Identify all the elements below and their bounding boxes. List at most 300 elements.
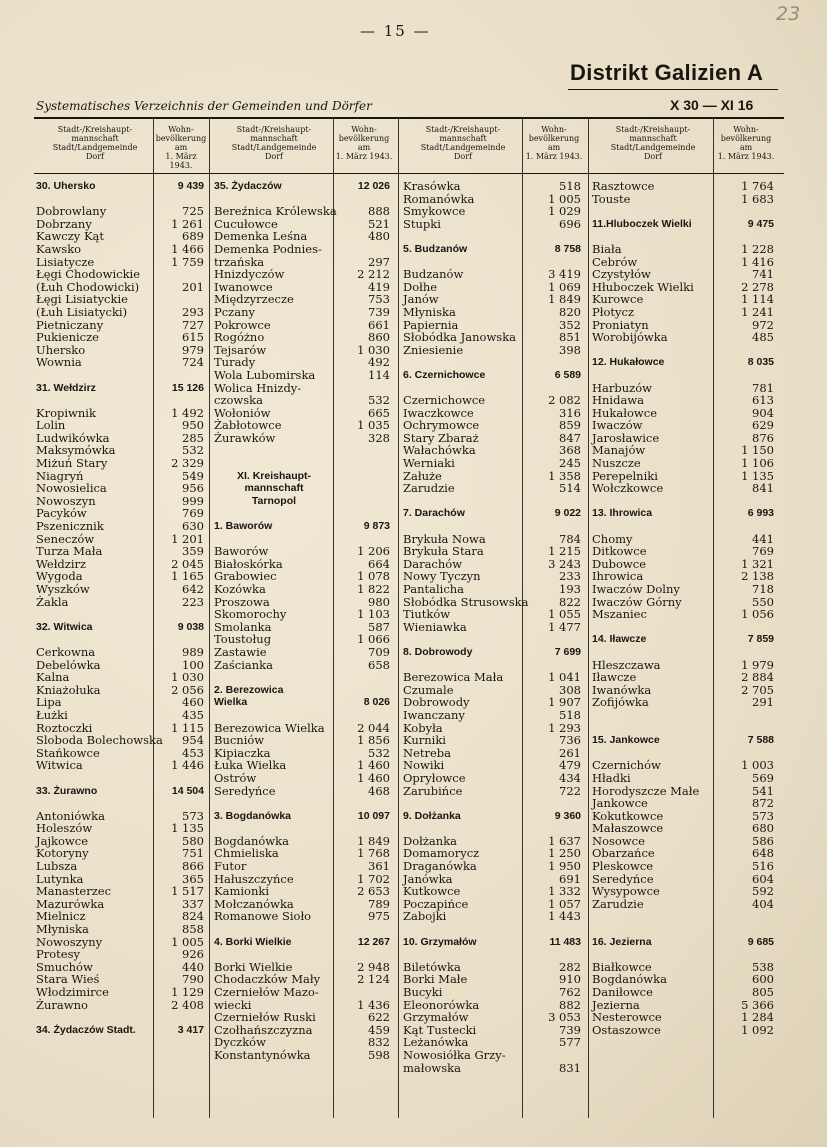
population-value: 468: [368, 783, 390, 798]
population-value: 1 907: [548, 695, 581, 710]
spacer: [403, 948, 581, 961]
place-name: Kalna: [36, 670, 70, 685]
population-value: 2 056: [171, 682, 204, 697]
spacer: [36, 369, 204, 382]
place-name: Turady: [214, 355, 256, 370]
place-name: Toustoług: [214, 632, 272, 647]
place-name: Czerniełów Mazo-: [214, 985, 319, 999]
population-value: 872: [752, 796, 774, 811]
population-value: 514: [559, 481, 581, 496]
table-row: [36, 885, 204, 898]
population-value: 10 097: [357, 809, 390, 822]
population-value: 2 278: [741, 279, 774, 294]
district-subtotal-row: [214, 936, 390, 949]
population-value: 480: [368, 229, 390, 244]
table-row: [403, 482, 581, 495]
spacer: [36, 1011, 204, 1024]
place-name: Czernichowce: [403, 393, 486, 408]
population-value: 980: [368, 594, 390, 609]
population-value: 1 477: [548, 619, 581, 634]
table-row: [592, 306, 774, 319]
population-value: 1 114: [741, 292, 774, 307]
place-name: Niagryń: [36, 468, 84, 483]
table-row: [214, 419, 390, 432]
spacer: [592, 205, 774, 218]
table-row: [592, 243, 774, 256]
column-header-place: Stadt-/Kreishaupt- mannschaft Stadt/Landgemeinde Dorf: [231, 125, 317, 161]
population-value: 365: [182, 871, 204, 886]
population-value: 7 859: [747, 633, 774, 646]
table-row: [592, 822, 774, 835]
population-value: 859: [559, 418, 581, 433]
place-name: Włodzimirce: [36, 985, 109, 999]
population-value: 658: [368, 657, 390, 672]
place-name: Nowosiółka Grzy-: [403, 1047, 506, 1062]
place-name: Czołhańszczyzna: [214, 1022, 313, 1037]
population-value: 2 082: [548, 393, 581, 408]
spacer: [592, 709, 774, 722]
place-name: Janówka: [403, 871, 453, 886]
place-name: Lutynka: [36, 871, 84, 886]
population-value: 1 849: [548, 292, 581, 307]
population-value: 245: [559, 456, 581, 471]
place-name: Lolin: [36, 418, 66, 433]
place-name: Pczany: [214, 304, 255, 319]
place-name: Iwaczów: [592, 418, 643, 433]
place-name: Netreba: [403, 745, 452, 760]
place-name: Żakla: [36, 594, 69, 609]
table-row: [214, 583, 390, 596]
population-value: 359: [182, 544, 204, 559]
place-name: Baworów: [214, 544, 269, 559]
population-value: 956: [182, 481, 204, 496]
place-name: Ochrymowce: [403, 418, 480, 433]
population-value: 876: [752, 430, 774, 445]
district-subtotal-row: [592, 507, 774, 520]
population-value: 989: [182, 644, 204, 659]
place-name: Zniesienie: [403, 342, 464, 357]
place-name: Bogdanówka: [592, 972, 667, 987]
population-value: 9 873: [363, 520, 390, 533]
population-value: 398: [559, 342, 581, 357]
population-value: 1 950: [548, 859, 581, 874]
table-row: [403, 860, 581, 873]
place-name: Nowiki: [403, 758, 445, 773]
place-name: Nowosielica: [36, 481, 107, 496]
table-row: [214, 885, 390, 898]
place-name: Zarudzie: [592, 896, 644, 911]
population-value: 769: [182, 506, 204, 521]
place-name: Ostaszowce: [592, 1022, 661, 1037]
place-name: Smuchów: [36, 959, 93, 974]
place-name: Seredyńce: [592, 871, 654, 886]
place-name: Iwanczany: [403, 707, 465, 722]
population-value: 1 764: [741, 179, 774, 193]
place-name: czowska: [214, 393, 263, 408]
table-row: [592, 986, 774, 999]
place-name: Hnidawa: [592, 393, 645, 408]
place-name: Grabowiec: [214, 569, 277, 584]
place-name: Futor: [214, 859, 247, 874]
spacer: [214, 797, 390, 810]
place-name: Zarudzie: [403, 481, 455, 496]
table-column: [214, 180, 390, 1062]
table-row: [214, 659, 390, 672]
place-name: Brykuła Stara: [403, 544, 484, 559]
place-name: Czystyłów: [592, 267, 651, 282]
top-rule: [34, 117, 784, 119]
population-value: 434: [559, 770, 581, 785]
place-name: Kozówka: [214, 582, 266, 596]
table-row: [592, 583, 774, 596]
place-name: Pacyków: [36, 506, 87, 521]
population-value: 592: [752, 884, 774, 899]
population-value: 201: [182, 279, 204, 294]
table-row: [403, 419, 581, 432]
spacer: [214, 948, 390, 961]
table-row: [36, 860, 204, 873]
table-row: [214, 1049, 390, 1062]
population-value: 860: [368, 330, 390, 345]
place-name: Ostrów: [214, 770, 257, 785]
table-row: [592, 772, 774, 785]
spacer: [592, 520, 774, 533]
place-name: Demenka Leśna: [214, 229, 308, 244]
place-name: Lubsza: [36, 859, 78, 874]
population-value: 858: [182, 922, 204, 937]
population-value: 904: [752, 405, 774, 420]
population-value: 1 215: [548, 544, 581, 559]
place-name: Wola Lubomirska: [214, 367, 316, 382]
place-name: Wyszków: [36, 582, 90, 596]
place-name: Kurniki: [403, 733, 446, 748]
place-name: Iwaczów Górny: [592, 594, 682, 609]
place-name: Borki Małe: [403, 972, 468, 987]
place-name: Kutkowce: [403, 884, 461, 899]
place-name: Cucułowce: [214, 216, 278, 231]
population-value: 352: [559, 317, 581, 332]
table-row: [36, 999, 204, 1012]
place-name: Stańkowce: [36, 745, 100, 760]
spacer: [36, 608, 204, 621]
place-name: Wownia: [36, 355, 82, 370]
spacer: [403, 520, 581, 533]
place-name: Kropiwnik: [36, 405, 96, 420]
place-name: Skomorochy: [214, 607, 287, 622]
table-row: [403, 306, 581, 319]
spacer: [592, 344, 774, 357]
place-name: Bogdanówka: [214, 833, 289, 848]
place-name: 34. Żydaczów Stadt.: [36, 1023, 136, 1036]
population-value: 784: [559, 531, 581, 546]
table-row: [214, 432, 390, 445]
population-value: 741: [752, 267, 774, 282]
population-value: 518: [559, 707, 581, 722]
table-row: [403, 986, 581, 999]
population-value: 954: [182, 733, 204, 748]
population-value: 2 212: [357, 267, 390, 282]
population-value: 615: [182, 330, 204, 345]
place-name: Borki Wielkie: [214, 959, 293, 974]
place-name: Biała: [592, 241, 622, 256]
place-name: Smolanka: [214, 619, 272, 634]
table-row: [214, 646, 390, 659]
place-name: Bucyki: [403, 985, 443, 999]
place-name: 32. Witwica: [36, 620, 93, 633]
place-name: Mszaniec: [592, 607, 647, 622]
column-header-population: Wohn- bevölkerung am 1. März 1943.: [155, 125, 207, 170]
place-name: Manajów: [592, 443, 646, 458]
place-name: Zastawie: [214, 644, 267, 659]
population-value: 769: [752, 544, 774, 559]
place-name: (Łuh Lisiatycki): [36, 304, 128, 319]
table-row: [36, 596, 204, 609]
page-range: X 30 — XI 16: [670, 97, 754, 113]
population-value: 1 517: [171, 884, 204, 899]
table-row: [214, 268, 390, 281]
population-value: 1 856: [357, 733, 390, 748]
population-value: 1 005: [171, 934, 204, 949]
place-name: Wielka: [214, 696, 248, 709]
population-value: 8 035: [747, 356, 774, 369]
population-value: 1 135: [171, 821, 204, 836]
table-row: [36, 986, 204, 999]
column-divider: [398, 118, 399, 1118]
population-value: 1 041: [548, 670, 581, 685]
place-name: Dubowce: [592, 556, 647, 571]
population-value: 832: [368, 1035, 390, 1050]
place-name: Kobyła: [403, 720, 443, 735]
place-name: Żurawków: [214, 430, 276, 445]
table-row: [214, 986, 390, 999]
place-name: 2. Berezowica: [214, 683, 284, 696]
population-value: 753: [368, 292, 390, 307]
population-value: 1 284: [741, 1010, 774, 1025]
population-value: 337: [182, 896, 204, 911]
spacer: [214, 457, 390, 470]
table-row: [403, 394, 581, 407]
population-value: 822: [559, 594, 581, 609]
table-row: [36, 948, 204, 961]
place-name: Młyniska: [36, 922, 89, 937]
place-name: Grzymałów: [403, 1010, 469, 1025]
place-name: Biletówka: [403, 959, 461, 974]
population-value: 2 045: [171, 556, 204, 571]
table-row: [214, 608, 390, 621]
place-name: Wolica Hnizdy-: [214, 380, 302, 395]
table-row: [403, 734, 581, 747]
place-name: małowska: [403, 1060, 461, 1075]
population-value: 1 637: [548, 833, 581, 848]
place-name: Pokrowce: [214, 317, 271, 332]
table-column: [36, 180, 204, 1036]
population-value: 1 683: [741, 191, 774, 206]
table-row: [214, 785, 390, 798]
place-name: Czernichów: [592, 758, 661, 773]
population-value: 1 446: [171, 758, 204, 773]
place-name: Iławcze: [592, 670, 637, 685]
table-row: [403, 331, 581, 344]
population-value: 532: [368, 745, 390, 760]
place-name: Chomy: [592, 531, 633, 546]
place-name: Międzyrzecze: [214, 292, 294, 307]
population-value: 328: [368, 430, 390, 445]
place-name: Berezowica Wielka: [214, 720, 325, 735]
district-subtotal-row: [592, 218, 774, 231]
table-row: [403, 1062, 581, 1075]
table-row: [403, 621, 581, 634]
population-value: 972: [752, 317, 774, 332]
place-name: Stary Zbaraż: [403, 430, 479, 445]
place-name: Hukałowce: [592, 405, 658, 420]
population-value: 441: [752, 531, 774, 546]
population-value: 11 483: [549, 935, 581, 948]
place-name: Rasztowce: [592, 179, 655, 193]
table-row: [36, 646, 204, 659]
place-name: Bucniów: [214, 733, 265, 748]
district-subtotal-row: [592, 633, 774, 646]
place-name: Obarzańce: [592, 846, 655, 861]
population-value: 1 115: [171, 720, 204, 735]
place-name: Wełdzirz: [36, 556, 87, 571]
table-row: [592, 545, 774, 558]
place-name: Pszenicznik: [36, 519, 104, 534]
population-value: 460: [182, 695, 204, 710]
place-name: Pantalicha: [403, 582, 465, 596]
population-value: 1 103: [357, 607, 390, 622]
place-name: Nowy Tyczyn: [403, 569, 481, 584]
population-value: 580: [182, 833, 204, 848]
table-row: [214, 331, 390, 344]
population-value: 15 126: [171, 381, 204, 394]
table-row: [214, 910, 390, 923]
population-value: 1 129: [171, 985, 204, 999]
population-value: 6 589: [554, 368, 581, 381]
population-value: 435: [182, 707, 204, 722]
district-subtotal-row: [403, 646, 581, 659]
table-row: [36, 923, 204, 936]
column-header-population: Wohn- bevölkerung am 1. März 1943.: [717, 125, 775, 161]
section-heading: mannschaft: [244, 482, 304, 495]
spacer: [403, 797, 581, 810]
district-subtotal-row: [403, 507, 581, 520]
population-value: 725: [182, 204, 204, 219]
population-value: 114: [368, 367, 390, 382]
population-value: 622: [368, 1010, 390, 1025]
place-name: Protesy: [36, 947, 80, 962]
population-value: 223: [182, 594, 204, 609]
population-value: 8 758: [554, 242, 581, 255]
population-value: 1 332: [548, 884, 581, 899]
place-name: Ludwikówka: [36, 430, 110, 445]
place-name: Zofijówka: [592, 695, 649, 710]
district-subtotal-row: [36, 785, 204, 798]
population-value: 630: [182, 519, 204, 534]
population-value: 492: [368, 355, 390, 370]
place-name: Pukienicze: [36, 330, 99, 345]
population-value: 665: [368, 405, 390, 420]
spacer: [592, 722, 774, 735]
population-value: 736: [559, 733, 581, 748]
place-name: Iwanowce: [214, 279, 273, 294]
population-value: 847: [559, 430, 581, 445]
population-value: 739: [559, 1022, 581, 1037]
place-name: 7. Darachów: [403, 507, 465, 520]
place-name: Harbuzów: [592, 380, 652, 395]
place-name: Roztoczki: [36, 720, 93, 735]
table-row: [403, 785, 581, 798]
table-row: [403, 772, 581, 785]
population-value: 1 241: [741, 304, 774, 319]
place-name: Debelówka: [36, 657, 101, 672]
place-name: (Łuh Chodowicki): [36, 279, 140, 294]
place-name: Wieniawka: [403, 619, 467, 634]
place-name: Smykowce: [403, 204, 466, 219]
table-row: [36, 205, 204, 218]
place-name: Stupki: [403, 216, 441, 231]
place-name: 33. Żurawno: [36, 784, 98, 797]
population-value: 805: [752, 985, 774, 999]
population-value: 926: [182, 947, 204, 962]
place-name: wiecki: [214, 997, 252, 1012]
place-name: Touste: [592, 191, 631, 206]
population-value: 950: [182, 418, 204, 433]
population-value: 824: [182, 909, 204, 924]
place-name: Proszowa: [214, 594, 270, 609]
spacer: [592, 495, 774, 508]
population-value: 521: [368, 216, 390, 231]
table-row: [36, 356, 204, 369]
district-subtotal-row: [36, 382, 204, 395]
population-value: 1 150: [741, 443, 774, 458]
section-heading: XI. Kreishaupt-: [236, 469, 312, 482]
place-name: Dołhe: [403, 279, 438, 294]
table-row: [592, 885, 774, 898]
place-name: Maksymówka: [36, 443, 116, 458]
population-value: 882: [559, 997, 581, 1012]
table-row: [592, 898, 774, 911]
place-name: Mazurówka: [36, 896, 105, 911]
spacer: [403, 923, 581, 936]
table-row: [214, 545, 390, 558]
population-value: 727: [182, 317, 204, 332]
population-value: 538: [752, 959, 774, 974]
place-name: 8. Dobrowody: [403, 645, 473, 658]
place-name: Żabłotowce: [214, 418, 282, 433]
population-value: 7 588: [747, 734, 774, 747]
district-subtotal-row: [592, 734, 774, 747]
population-value: 297: [368, 254, 390, 269]
table-row: [36, 520, 204, 533]
place-name: Łuka Wielka: [214, 758, 287, 773]
section-heading: Tarnopol: [251, 494, 297, 507]
population-value: 282: [559, 959, 581, 974]
population-value: 2 044: [357, 720, 390, 735]
table-row: [403, 344, 581, 357]
place-name: Janów: [403, 292, 439, 307]
place-name: Holeszów: [36, 821, 93, 836]
place-name: Pleskowce: [592, 859, 654, 874]
population-value: 9 038: [177, 620, 204, 633]
table-row: [592, 1024, 774, 1037]
population-value: 696: [559, 216, 581, 231]
population-value: 691: [559, 871, 581, 886]
population-value: 1 466: [171, 241, 204, 256]
population-value: 9 685: [747, 935, 774, 948]
place-name: Załuże: [403, 468, 442, 483]
place-name: 15. Jankowce: [592, 734, 660, 747]
population-value: 2 948: [357, 959, 390, 974]
